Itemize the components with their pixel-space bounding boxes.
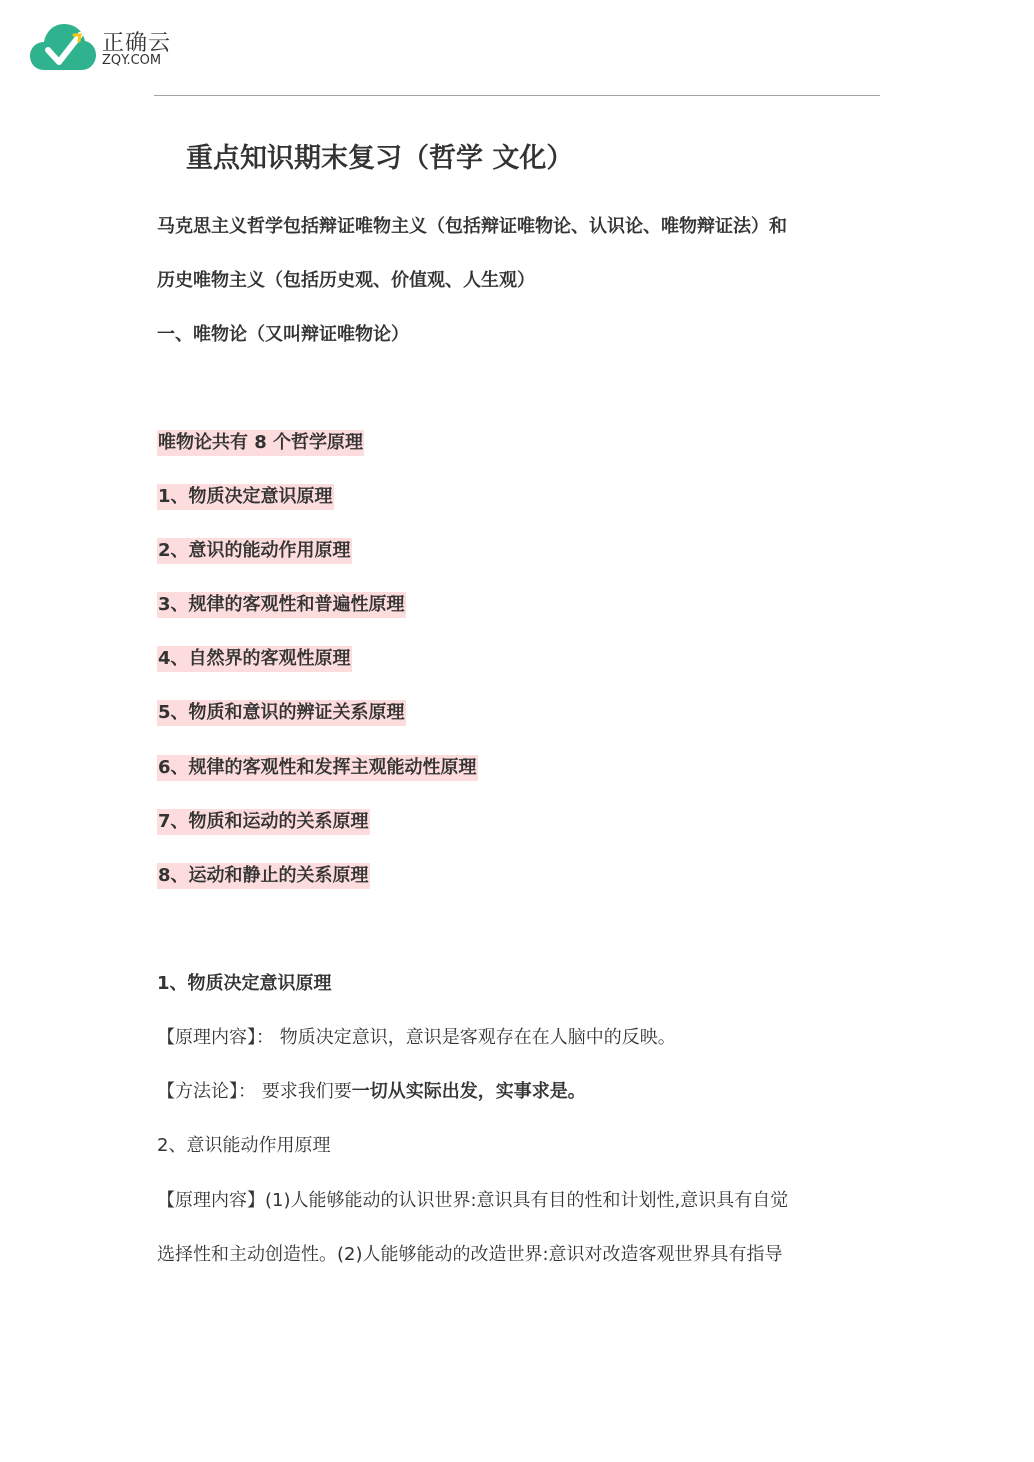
header-divider [154,95,880,96]
detail-2-line-2: 选择性和主动创造性。(2)人能够能动的改造世界:意识对改造客观世界具有指导 [157,1244,783,1265]
principle-item [157,864,370,888]
detail-1-heading: 1、物质决定意识原理 [157,973,332,994]
principle-item [157,593,406,617]
principle-item [157,647,352,671]
cloud-check-icon [30,22,96,72]
intro-line-2: 历史唯物主义（包括历史观、价值观、人生观） [157,270,535,291]
detail-2-line-1: 【原理内容】(1)人能够能动的认识世界:意识具有目的性和计划性,意识具有自觉 [157,1190,789,1211]
detail-1-method [157,1080,586,1104]
principles-intro [157,431,364,455]
principle-item [157,810,370,834]
principle-text: 6、规律的客观性和发挥主观能动性原理 [157,755,478,781]
logo-domain: ZQY.COM [102,53,162,68]
principle-text: 2、意识的能动作用原理 [157,538,352,564]
principle-item [157,701,406,725]
method-emphasis: 一切从实际出发，实事求是。 [351,1081,586,1102]
principle-text: 7、物质和运动的关系原理 [157,809,370,835]
document-title: 重点知识期末复习（哲学 文化） [186,143,574,174]
principles-intro-text: 唯物论共有 8 个哲学原理 [157,430,364,456]
principle-text: 3、规律的客观性和普遍性原理 [157,592,406,618]
method-prefix: 【方法论】： 要求我们要 [157,1081,352,1102]
principle-text: 4、自然界的客观性原理 [157,646,352,672]
principle-text: 8、运动和静止的关系原理 [157,863,370,889]
detail-2-heading: 2、意识能动作用原理 [157,1135,331,1156]
principle-item [157,756,478,780]
intro-line-1: 马克思主义哲学包括辩证唯物主义（包括辩证唯物论、认识论、唯物辩证法）和 [157,216,787,237]
principle-text: 1、物质决定意识原理 [157,484,334,510]
detail-1-content: 【原理内容】： 物质决定意识，意识是客观存在在人脑中的反映。 [157,1027,676,1048]
principle-item [157,485,334,509]
cloud-shape [30,24,96,70]
principle-item [157,539,352,563]
section-heading: 一、唯物论（又叫辩证唯物论） [157,324,409,345]
principle-text: 5、物质和意识的辨证关系原理 [157,700,406,726]
logo-name: 正确云 [102,31,172,56]
zqy-logo[interactable] [30,22,180,74]
